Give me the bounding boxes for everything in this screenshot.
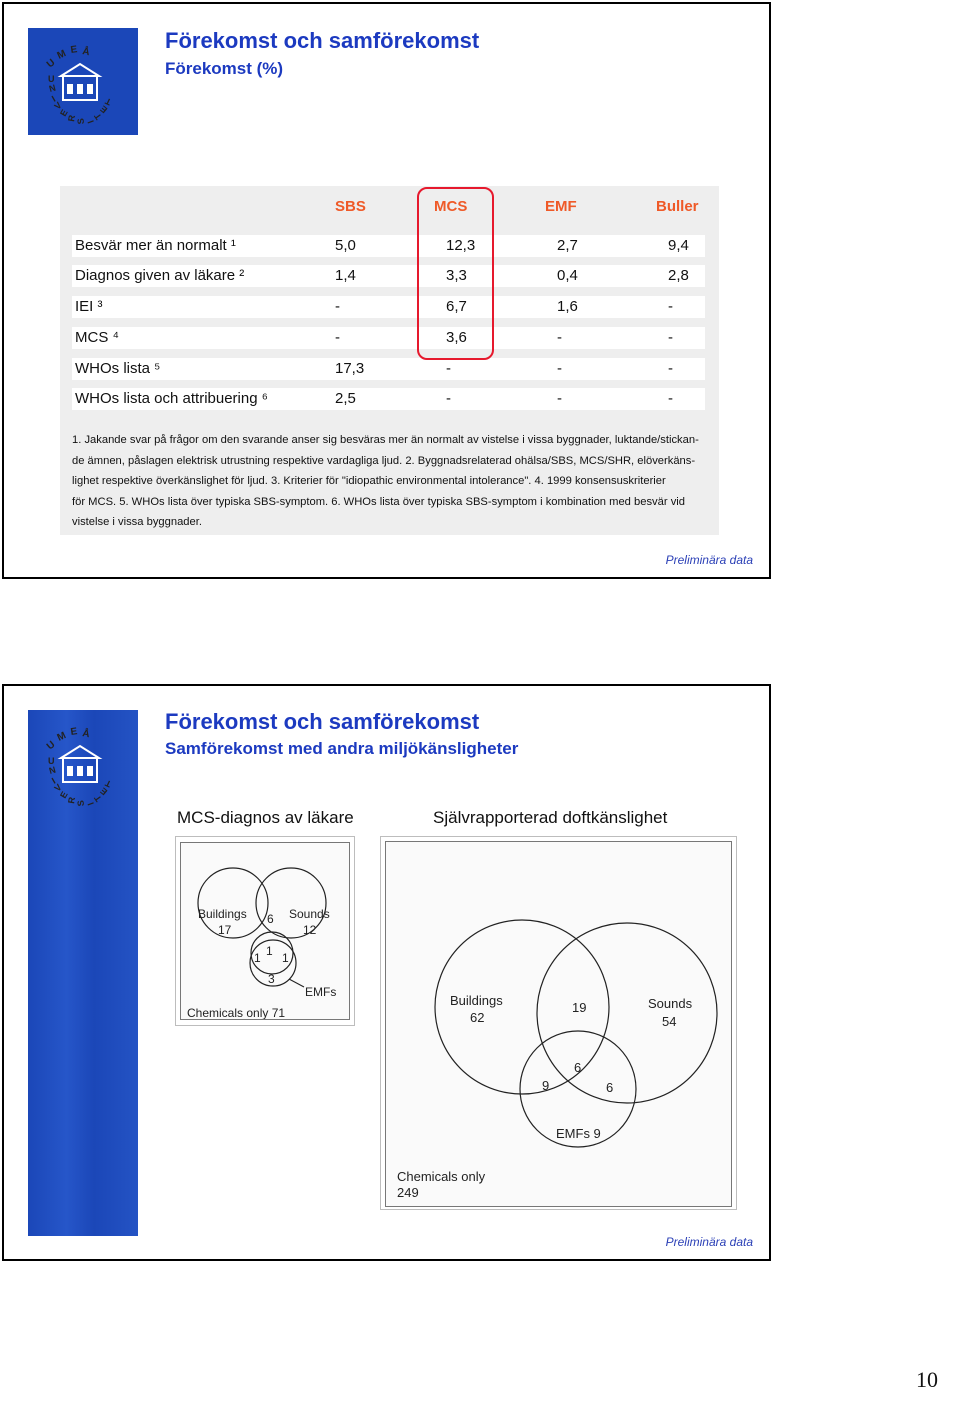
svg-text:I: I: [50, 93, 58, 104]
buildings-emfs-count: 9: [542, 1078, 550, 1093]
svg-text:T: T: [103, 95, 113, 108]
row-label: WHOs lista och attribuering ⁶: [75, 390, 268, 407]
sounds-circle: [537, 923, 717, 1103]
cell-buller: -: [668, 390, 673, 407]
buildings-count: 62: [470, 1010, 485, 1025]
slide-2: [2, 684, 771, 1261]
footnote-line: för MCS. 5. WHOs lista över typiska SBS-symptom. 6. WHOs lista över typiska SBS-symptom i kombination med besvär vid: [72, 495, 685, 508]
center-count: 6: [574, 1060, 582, 1075]
umea-university-logo: [28, 28, 138, 135]
cell-sbs: 5,0: [335, 237, 356, 254]
svg-text:E: E: [98, 103, 110, 116]
buildings-label: Buildings: [198, 907, 247, 921]
table-footnotes: [72, 430, 708, 533]
umea-university-logo: [28, 710, 138, 1236]
sounds-count: 54: [662, 1014, 677, 1029]
buildings-sounds-count: 6: [267, 912, 274, 926]
sounds-label: Sounds: [289, 907, 330, 921]
svg-text:R: R: [66, 796, 78, 805]
cell-mcs: 12,3: [446, 237, 476, 254]
svg-text:N: N: [47, 764, 57, 776]
venn-diagram-mcs: [175, 836, 355, 1026]
svg-text:T: T: [92, 111, 104, 122]
buildings-sounds-count: 19: [572, 1000, 587, 1015]
svg-text:U: U: [48, 756, 55, 766]
table-row: [72, 235, 705, 257]
buildings-label: Buildings: [450, 993, 503, 1008]
cell-sbs: 17,3: [335, 360, 365, 377]
footnote-line: lighet respektive överkänslighet för ljud. 3. Kriterier för "idiopathic environmental intolerance". 4. 1999 konsensuskriterier: [72, 475, 666, 487]
cell-emf: -: [557, 329, 562, 346]
svg-text:T: T: [103, 777, 113, 790]
table-row: [72, 265, 705, 287]
svg-text:S: S: [75, 799, 86, 807]
svg-text:E: E: [58, 789, 70, 800]
svg-text:E: E: [58, 107, 70, 118]
cell-buller: 2,8: [668, 267, 689, 284]
cell-emf: 0,4: [557, 267, 578, 284]
emfs-count: 3: [268, 972, 275, 986]
column-header-emf: EMF: [545, 198, 577, 215]
svg-text:S: S: [75, 117, 86, 125]
table-row: [72, 358, 705, 380]
row-label: MCS ⁴: [75, 329, 119, 346]
cell-sbs: -: [335, 329, 340, 346]
svg-text:Å: Å: [81, 46, 91, 59]
sounds-count: 12: [303, 923, 317, 937]
cell-sbs: -: [335, 298, 340, 315]
svg-text:T: T: [92, 793, 104, 804]
table-row: [72, 327, 705, 349]
svg-text:I: I: [50, 775, 58, 786]
svg-text:R: R: [66, 114, 78, 123]
university-seal-icon: [28, 28, 138, 135]
cell-emf: -: [557, 360, 562, 377]
svg-text:N: N: [47, 82, 57, 94]
svg-text:M: M: [55, 730, 68, 744]
svg-text:E: E: [69, 726, 79, 738]
cell-buller: -: [668, 329, 673, 346]
row-label: Diagnos given av läkare ²: [75, 267, 245, 284]
venn-diagram-mcs-svg: [181, 843, 349, 1019]
cell-emf: 2,7: [557, 237, 578, 254]
cell-mcs: 3,6: [446, 329, 467, 346]
svg-text:E: E: [98, 785, 110, 798]
emfs-count: EMFs 9: [556, 1126, 601, 1141]
column-header-sbs: SBS: [335, 198, 366, 215]
chemicals-only: Chemicals only 71: [187, 1006, 286, 1019]
emfs-pointer: [289, 979, 304, 987]
university-seal-icon: [28, 710, 138, 817]
svg-text:U: U: [48, 74, 55, 84]
footnote-line: 1. Jakande svar på frågor om den svarande anser sig besväras mer än normalt av vistelse i vissa byggnader, luktande/stickan-: [72, 434, 699, 446]
emfs-label: EMFs: [305, 985, 337, 999]
buildings-circle: [198, 868, 268, 938]
row-label: IEI ³: [75, 298, 103, 315]
cell-emf: 1,6: [557, 298, 578, 315]
svg-text:I: I: [85, 118, 96, 125]
venn-diagram-odor: [380, 836, 737, 1210]
sounds-emfs-count: 6: [606, 1080, 614, 1095]
svg-text:M: M: [55, 48, 68, 62]
footnote-line: vistelse i vissa byggnader.: [72, 516, 202, 528]
cell-sbs: 2,5: [335, 390, 356, 407]
table-row: [72, 296, 705, 318]
cell-buller: -: [668, 298, 673, 315]
svg-text:U: U: [44, 739, 58, 753]
chemicals-count: 249: [397, 1185, 419, 1200]
slide-title: Förekomst och samförekomst: [165, 28, 480, 53]
svg-text:I: I: [85, 800, 96, 807]
cell-sbs: 1,4: [335, 267, 356, 284]
venn-diagram-odor-svg: [386, 842, 731, 1206]
slide-title: Förekomst och samförekomst: [165, 709, 480, 734]
cell-buller: -: [668, 360, 673, 377]
venn-caption-mcs: MCS-diagnos av läkare: [177, 808, 354, 827]
cell-buller: 9,4: [668, 237, 689, 254]
cell-mcs: 6,7: [446, 298, 467, 315]
column-header-mcs: MCS: [434, 198, 468, 215]
sounds-emfs-count: 1: [282, 951, 289, 965]
mcs-column-highlight: [417, 187, 494, 360]
slide-subtitle: Samförekomst med andra miljökänsligheter: [165, 739, 519, 758]
prevalence-table: [60, 186, 719, 535]
footer-note: Preliminära data: [665, 553, 753, 567]
svg-text:Å: Å: [81, 728, 91, 741]
table-row: [72, 388, 705, 410]
svg-text:V: V: [52, 100, 64, 112]
cell-mcs: -: [446, 390, 451, 407]
svg-text:E: E: [69, 44, 79, 56]
row-label: WHOs lista ⁵: [75, 360, 161, 377]
cell-mcs: -: [446, 360, 451, 377]
svg-text:U: U: [44, 57, 58, 71]
cell-emf: -: [557, 390, 562, 407]
footer-note: Preliminära data: [665, 1235, 753, 1249]
svg-text:V: V: [52, 782, 64, 794]
center-count: 1: [266, 944, 273, 958]
buildings-count: 17: [218, 923, 232, 937]
venn-caption-odor: Självrapporterad doftkänslighet: [433, 808, 668, 827]
row-label: Besvär mer än normalt ¹: [75, 237, 236, 254]
slide-1: [2, 2, 771, 579]
buildings-emfs-count: 1: [254, 951, 261, 965]
cell-mcs: 3,3: [446, 267, 467, 284]
slide-subtitle: Förekomst (%): [165, 59, 284, 78]
page-number: 10: [916, 1367, 938, 1392]
sounds-label: Sounds: [648, 996, 693, 1011]
column-header-buller: Buller: [656, 198, 699, 215]
chemicals-label: Chemicals only: [397, 1169, 486, 1184]
footnote-line: de ämnen, påslagen elektrisk utrustning respektive vardagliga ljud. 2. Byggnadsrelaterad ohälsa/SBS, MCS/SHR, elöverkäns-: [72, 454, 696, 467]
